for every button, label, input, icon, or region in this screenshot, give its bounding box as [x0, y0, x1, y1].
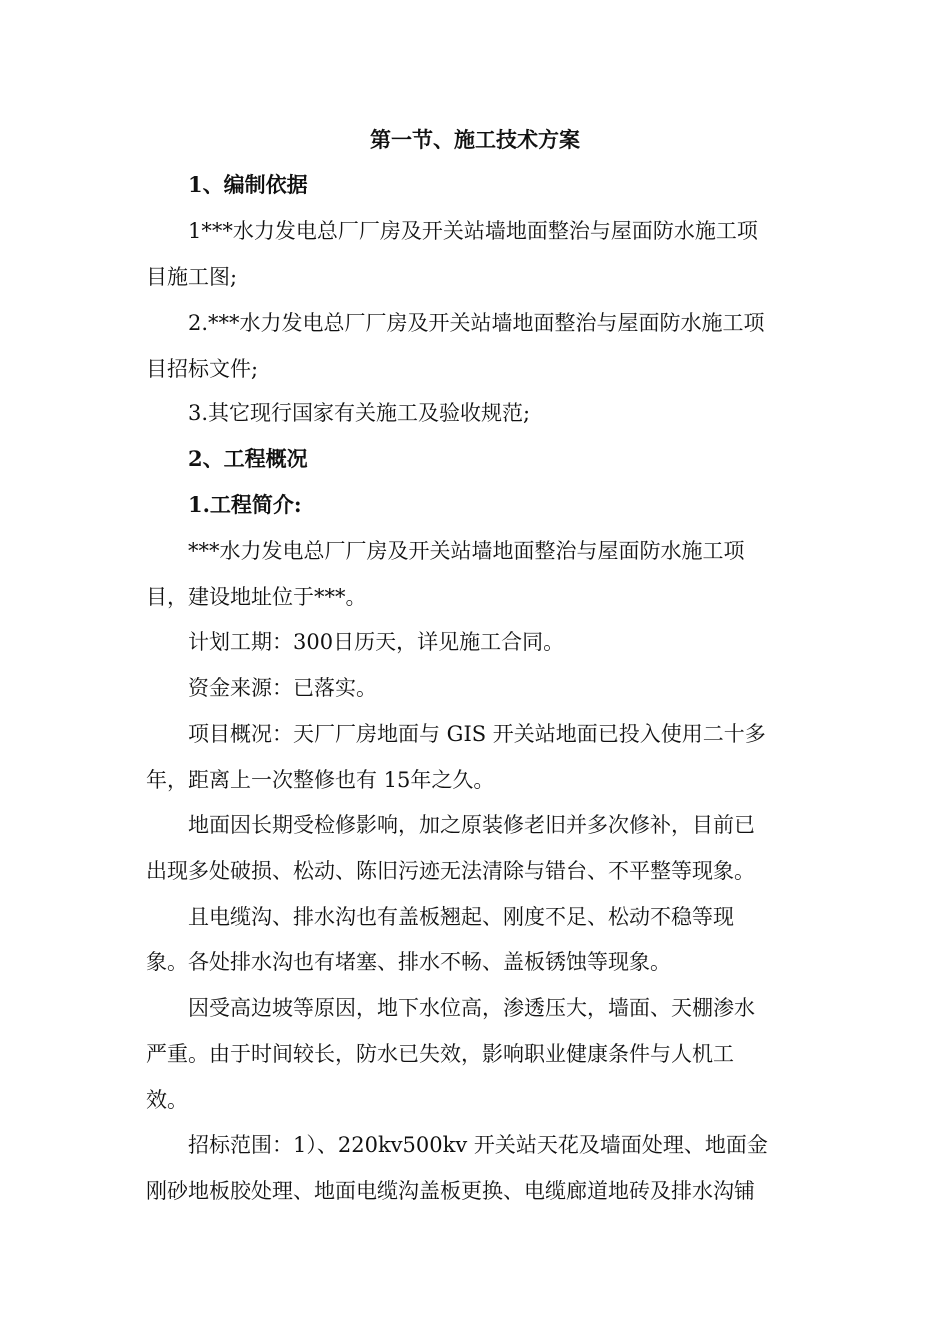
basis-item-2-line-1: 2.***水力发电总厂厂房及开关站墙地面整治与屋面防水施工项: [188, 311, 765, 335]
overview-paragraph-line-2: 年，距离上一次整修也有 15年之久。: [146, 768, 495, 792]
intro-paragraph-line-1: ***水力发电总厂厂房及开关站墙地面整治与屋面防水施工项: [188, 539, 745, 563]
basis-item-1-line-1: 1***水力发电总厂厂房及开关站墙地面整治与屋面防水施工项: [188, 219, 758, 243]
ground-paragraph-line-1: 地面因长期受检修影响，加之原装修老旧并多次修补，目前已: [188, 813, 755, 837]
schedule-line: 计划工期：300日历天，详见施工合同。: [188, 630, 565, 654]
basis-item-1-line-2: 目施工图;: [146, 265, 238, 289]
basis-item-3-line-1: 3.其它现行国家有关施工及验收规范;: [188, 401, 531, 425]
seepage-paragraph-line-1: 因受高边坡等原因，地下水位高，渗透压大，墙面、天棚渗水: [188, 996, 755, 1020]
seepage-paragraph-line-2: 严重。由于时间较长，防水已失效，影响职业健康条件与人机工: [146, 1042, 734, 1066]
ground-paragraph-line-2: 出现多处破损、松动、陈旧污迹无法清除与错台、不平整等现象。: [146, 859, 755, 883]
page-title: 第一节、施工技术方案: [370, 127, 580, 152]
scope-paragraph-line-2: 刚砂地板胶处理、地面电缆沟盖板更换、电缆廊道地砖及排水沟铺: [146, 1179, 755, 1203]
basis-item-2-line-2: 目招标文件;: [146, 357, 259, 381]
trench-paragraph-line-2: 象。各处排水沟也有堵塞、排水不畅、盖板锈蚀等现象。: [146, 950, 671, 974]
subheading-project-intro: 1.工程简介:: [188, 492, 302, 517]
intro-paragraph-line-2: 目，建设地址位于***。: [146, 585, 367, 609]
seepage-paragraph-line-3: 效。: [146, 1088, 188, 1112]
funding-line: 资金来源：已落实。: [188, 676, 377, 700]
overview-paragraph-line-1: 项目概况：天厂厂房地面与 GIS 开关站地面已投入使用二十多: [188, 722, 766, 746]
section-heading-basis: 1、编制依据: [188, 172, 308, 197]
scope-paragraph-line-1: 招标范围：1）、220kv500kv 开关站天花及墙面处理、地面金: [188, 1133, 768, 1157]
section-heading-overview: 2、工程概况: [188, 446, 308, 471]
trench-paragraph-line-1: 且电缆沟、排水沟也有盖板翘起、刚度不足、松动不稳等现: [188, 905, 734, 929]
